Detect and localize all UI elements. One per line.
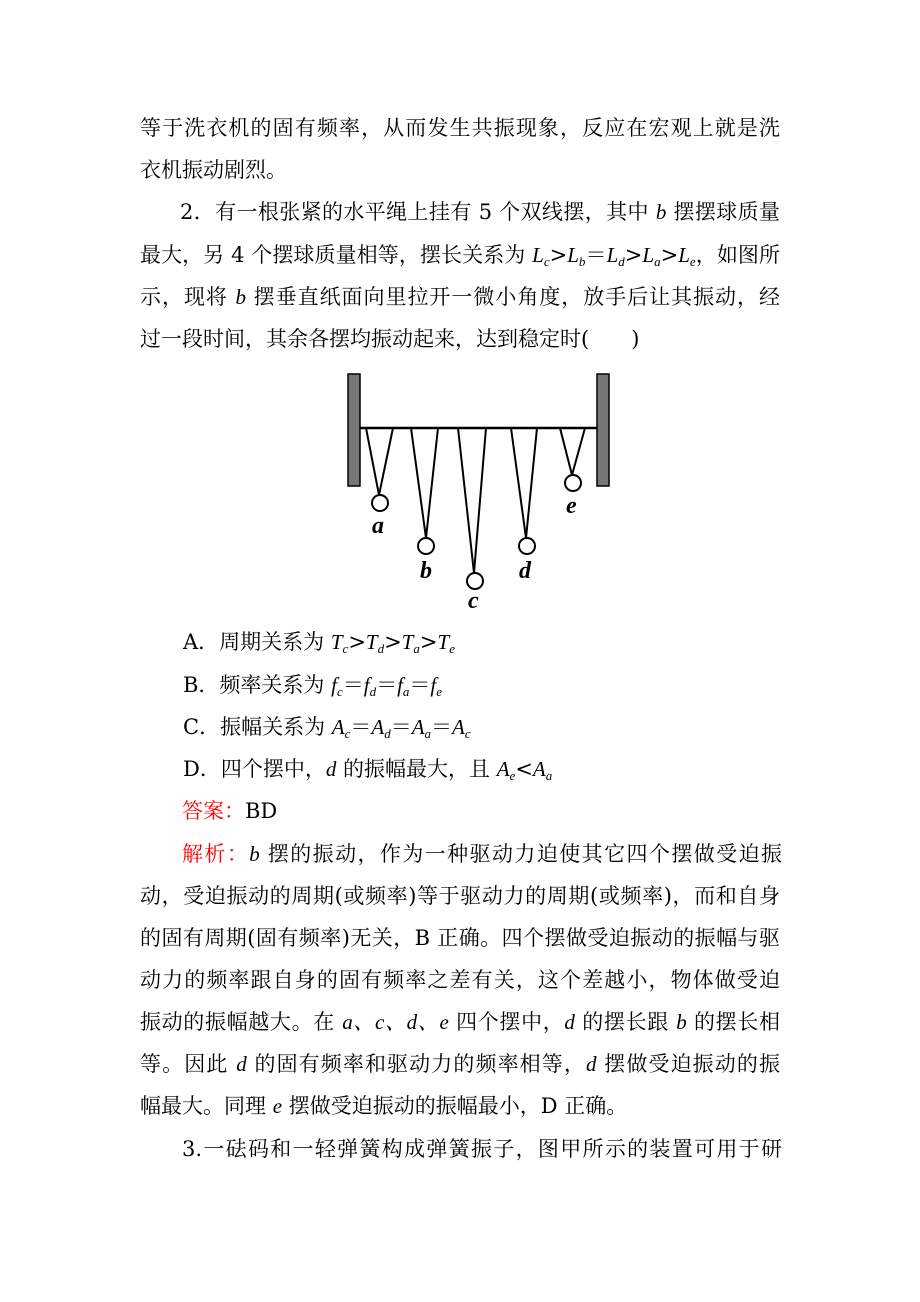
prev-line-1: 等于洗衣机的固有频率，从而发生共振现象，反应在宏观上就是洗 bbox=[140, 116, 780, 140]
analysis-line-2: 动，受迫振动的周期(或频率)等于驱动力的周期(或频率)，而和自身 bbox=[140, 884, 780, 908]
left-wall bbox=[348, 374, 360, 486]
pendulum-a bbox=[366, 428, 393, 511]
pendulum-figure bbox=[340, 366, 612, 616]
q2-line-4: 过一段时间，其余各摆均振动起来，达到稳定时( ) bbox=[140, 327, 640, 351]
prev-line-2: 衣机振动剧烈。 bbox=[140, 158, 287, 182]
option-b: B．频率关系为 $f_c=f_d=f_a=f_e$ bbox=[183, 673, 443, 699]
pendulum-c bbox=[458, 428, 486, 589]
analysis-line-4: 动力的频率跟自身的固有频率之差有关，这个差越小，物体做受迫 bbox=[140, 968, 780, 992]
pendulum-b bbox=[411, 428, 438, 554]
analysis-line-6: 等。因此 d 的固有频率和驱动力的频率相等，d 摆做受迫振动的振 bbox=[140, 1052, 780, 1076]
analysis-line-5: 振动的振幅越大。在 a、c、d、e 四个摆中，d 的摆长跟 b 的摆长相 bbox=[140, 1010, 780, 1034]
pendulum-e bbox=[560, 428, 585, 491]
analysis-label: 解析： bbox=[182, 842, 250, 866]
option-d: D．四个摆中，d 的振幅最大，且 $A_e<A_a$ bbox=[183, 757, 553, 783]
answer-line bbox=[182, 796, 822, 826]
q2-line-3: 示，现将 b 摆垂直纸面向里拉开一微小角度，放手后让其振动，经 bbox=[140, 285, 780, 309]
analysis-line-1: 解析：b 摆的振动，作为一种驱动力迫使其它四个摆做受迫振 bbox=[182, 842, 782, 866]
label-b: b bbox=[420, 558, 432, 584]
analysis-line-3: 的固有周期(固有频率)无关，B 正确。四个摆做受迫振动的振幅与驱 bbox=[140, 926, 780, 950]
label-a: a bbox=[372, 513, 384, 539]
label-c: c bbox=[468, 588, 479, 614]
answer-value: BD bbox=[245, 799, 278, 823]
answer-label: 答案： bbox=[182, 799, 245, 823]
option-c: C．振幅关系为 $A_c=A_d=A_a=A_c$ bbox=[183, 715, 471, 741]
right-wall bbox=[597, 374, 609, 486]
analysis-line-7: 幅最大。同理 e 摆做受迫振动的振幅最小，D 正确。 bbox=[140, 1094, 628, 1118]
q2-line-2: 最大，另 4 个摆球质量相等，摆长关系为 $L_c>L_b=L_d>L_a>L_e$，如图所 bbox=[140, 243, 781, 269]
label-d: d bbox=[519, 558, 531, 584]
q2-line-1: 2．有一根张紧的水平绳上挂有 5 个双线摆，其中 b 摆摆球质量 bbox=[180, 200, 780, 224]
q3-line-1: 3.一砝码和一轻弹簧构成弹簧振子，图甲所示的装置可用于研 bbox=[182, 1137, 782, 1161]
option-a: A．周期关系为 $T_c>T_d>T_a>T_e$ bbox=[183, 630, 455, 656]
pendulum-d bbox=[511, 428, 537, 554]
label-e: e bbox=[566, 493, 577, 519]
